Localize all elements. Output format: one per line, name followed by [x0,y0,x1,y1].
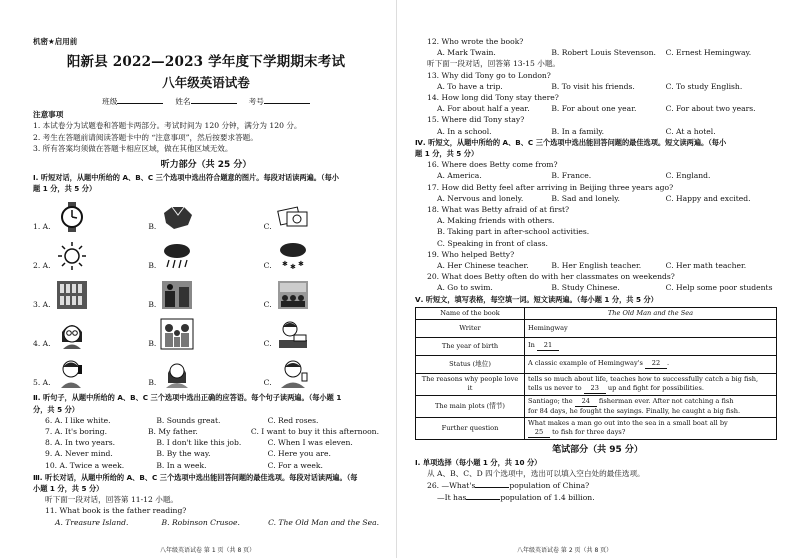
table-header-value: The Old Man and the Sea [525,307,777,319]
further-value [525,417,777,439]
class-field[interactable] [117,95,163,104]
birth-value [525,337,777,355]
q11-c: C. The Old Man and the Sea. [268,517,380,527]
q26-line-2 [415,491,780,503]
q18-question: 18. What was Betty afraid of at first? [427,205,570,215]
name-field-label: 姓名 [175,97,191,106]
q18-b: B. Taking part in after-school activities. [437,227,590,237]
table-row [416,373,777,395]
q18-c: C. Speaking in front of class. [437,238,548,248]
class-field-label: 班级 [102,97,118,106]
q7-b: B. My father. [147,427,198,437]
q26-reply-end: population of 1.4 billion. [500,493,595,503]
q12-options [415,47,780,58]
plots-line-1: fisherman ever. After not catching a fish [598,396,734,405]
plots-label: The main plots (情节) [416,395,525,417]
q8-b: B. I don't like this job. [156,438,242,448]
q2-option-b: B. [148,261,157,271]
q14-question: 14. How long did Tony stay there? [427,93,559,103]
q12-question: 12. Who wrote the book? [427,37,524,46]
id-field[interactable] [264,95,310,104]
table-row [416,355,777,373]
svg-text:✱: ✱ [297,260,304,269]
q15-b: B. In a family. [551,126,605,136]
q11-a: A. Treasure Island. [55,517,129,527]
q7-a: 7. A. It's boring. [45,427,108,437]
writer-value: Hemingway [525,319,777,337]
part2-title: Ⅱ. 听句子，从题中所给的 A、B、C 三个选项中选出正确的应答语。每个句子读两遍。（每小题 1 [33,393,342,403]
part5-title: Ⅴ. 听短文，填写表格，每空填一词。短文读两遍。（每小题 1 分，共 5 分） [415,294,658,304]
rain-cloud-icon [160,240,194,272]
q12-c: C. Ernest Hemingway. [665,48,752,58]
q4-option-c: C. [263,339,272,349]
q19-options [415,260,780,271]
q9-a: 9. A. Never mind. [45,449,113,459]
id-field-label: 考号 [248,97,264,106]
listening-title: 听力部分（共 25 分） [160,160,252,171]
secret-label: 机密★启用前 [33,37,78,46]
reasons-end: up and fight for possibilities. [607,383,704,392]
notice-2: 2. 考生在答题前请阅读答题卡中的 “注意事项”，然后按要求答题。 [33,132,258,142]
q9-c: C. Here you are. [267,449,331,459]
part1-title: Ⅰ. 听短对话，从题中所给的 A、B、C 三个选项中选出符合题意的图片。每段对话读两遍。（每小 [33,173,339,183]
birth-label: The year of birth [416,337,525,355]
q16-a: A. America. [437,171,482,181]
q2-label: 2. A. [33,261,51,271]
q12-a: A. Mark Twain. [437,48,496,58]
q3-label: 3. A. [33,300,51,310]
further-label: Further question [416,417,525,439]
q14-b: B. For about one year. [551,104,637,114]
q10-a: 10. A. Twice a week. [45,460,125,470]
reasons-prefix: tells us never to [528,383,582,392]
q4-label: 4. A. [33,339,51,349]
q4-option-b: B. [148,339,157,349]
part2-title-2: 分，共 5 分） [33,404,79,414]
q17-b: B. Sad and lonely. [551,193,620,203]
blank-25[interactable]: 25 [528,428,550,438]
q5-option-b: B. [148,378,157,388]
q20-b: B. Study Chinese. [551,283,620,293]
q1-option-b: B. [148,222,157,232]
q12-b: B. Robert Louis Stevenson. [551,48,656,58]
q11-b: B. Robinson Crusoe. [161,517,240,527]
writer-label: Writer [416,319,525,337]
further-end: to fish for three days? [552,427,626,436]
svg-text:✱: ✱ [281,260,288,269]
written-part1-note: 从 A、B、C、D 四个选项中，选出可以填入空白处的最佳选项。 [427,469,645,479]
q16-c: C. England. [665,171,711,181]
jacket-icon [160,201,194,233]
q19-c: C. Her math teacher. [665,261,747,271]
blank-23[interactable]: 23 [584,384,606,394]
written-title: 笔试部分（共 95 分） [552,444,643,455]
q5-label: 5. A. [33,378,51,388]
further-line-1: What makes a man go out into the sea in a small boat all by [528,418,728,427]
q20-a: A. Go to swim. [437,283,493,293]
birth-prefix: In [528,341,535,350]
q13-question: 13. Why did Tony go to London? [427,70,551,80]
snow-cloud-icon [276,240,310,272]
boy-studying-icon [276,318,310,350]
book-info-table [415,307,777,440]
picture-row-5 [33,352,379,389]
picture-questions [33,196,379,389]
table-row [416,337,777,355]
q26-blank-1[interactable] [475,479,509,488]
table-row [416,417,777,439]
q20-options [415,282,780,293]
svg-text:✱: ✱ [289,263,296,272]
notice-3: 3. 所有答案均须做在答题卡相应区域，做在其他区域无效。 [33,143,233,153]
left-footer: 八年级英语试卷 第 1 页（共 8 页） [160,547,256,554]
q8-c: C. When I was eleven. [267,438,353,448]
q11-question: 11. What book is the father reading? [45,506,187,516]
q16-b: B. France. [551,171,592,181]
reasons-value [525,373,777,395]
q1-option-c: C. [263,222,272,232]
plots-line-2: for 84 days, he fought the sayings. Finally, he caught a big fish. [528,406,741,415]
sun-icon [55,240,89,272]
part4-title-2: 题 1 分，共 5 分） [415,149,479,159]
table-row [416,395,777,417]
library-icon [55,279,89,311]
picture-row-4 [33,313,379,350]
family-icon [160,318,194,350]
written-part1-title: Ⅰ. 单项选择（每小题 1 分，共 10 分） [415,457,542,467]
q26-reply-prefix: —It has [437,493,467,503]
reasons-line-1: tells so much about life, teaches how to successfully catch a big fish, [528,374,759,383]
q26-blank-2[interactable] [466,491,500,500]
q20-c: C. Help some poor students [665,283,773,293]
boy-thumbs-up-icon [276,357,310,389]
factory-icon [160,279,194,311]
q19-a: A. Her Chinese teacher. [437,261,529,271]
q17-options [415,193,780,204]
exam-subtitle: 八年级英语试卷 [162,75,250,90]
tickets-icon [276,201,310,233]
plots-prefix: Santiago; the [528,396,573,405]
q14-c: C. For about two years. [665,104,756,114]
watch-icon [55,201,89,233]
q16-question: 16. Where does Betty come from? [427,160,558,170]
right-footer: 八年级英语试卷 第 2 页（共 8 页） [517,547,613,554]
note-13-15: 听下面一段对话，回答第 13-15 小题。 [427,59,561,69]
q6-a: 6. A. I like white. [45,415,111,425]
q5-option-c: C. [263,378,272,388]
right-page [397,0,794,558]
q7-c: C. I want to buy it this afternoon. [250,427,379,437]
q6-b: B. Sounds great. [156,415,221,425]
q8-row [45,437,379,448]
exam-title: 阳新县 2022—2023 学年度下学期期末考试 [66,54,346,70]
girl-glasses-icon [55,318,89,350]
q6-c: C. Red roses. [267,415,319,425]
part3-title: Ⅲ. 听长对话，从题中所给的 A、B、C 三个选项中选出能回答问题的最佳选项。每段对话读两遍。（每 [33,472,358,482]
q13-a: A. To have a trip. [437,81,503,91]
q17-question: 17. How did Betty feel after arriving in Beijing three years ago? [427,182,674,192]
status-text: A classic example of Hemingway's [528,359,643,368]
notice-title: 注意事项 [33,110,64,120]
status-end: . [666,359,670,368]
q13-options [415,81,780,92]
q17-c: C. Happy and excited. [665,193,751,203]
blank-21[interactable]: 21 [537,341,559,351]
q1-label: 1. A. [33,222,51,232]
part1-title-2: 题 1 分，共 5 分） [33,184,97,194]
q16-options [415,170,780,181]
part3-note: 听下面一段对话，回答第 11-12 小题。 [45,495,179,505]
q17-a: A. Nervous and lonely. [437,193,524,203]
picture-row-2 [33,235,379,272]
q13-c: C. To study English. [665,81,743,91]
q2-option-c: C. [263,261,272,271]
q20-question: 20. What does Betty often do with her classmates on weekends? [427,272,675,282]
classroom-icon [276,279,310,311]
q7-row [45,426,379,437]
q14-options [415,103,780,114]
q9-b: B. By the way. [156,449,211,459]
blank-24[interactable]: 24 [575,397,597,407]
q8-a: 8. A. In two years. [45,438,116,448]
status-label: Status (地位) [416,355,525,373]
q3-option-b: B. [148,300,157,310]
q6-row [45,415,379,426]
q14-a: A. For about half a year. [437,104,530,114]
q10-c: C. For a week. [267,460,323,470]
notice-1: 1. 本试卷分为试题卷和答题卡两部分。考试时间为 120 分钟，满分为 120 分。 [33,121,302,131]
q3-option-c: C. [263,300,272,310]
table-row [416,319,777,337]
blank-22[interactable]: 22 [645,359,667,369]
q18-a: A. Making friends with others. [437,216,555,226]
q26-prefix: 26. —What's [427,481,476,491]
table-row [416,307,777,319]
q15-c: C. At a hotel. [665,126,716,136]
student-info-fields [33,95,379,107]
part2-questions [33,415,379,471]
picture-row-3 [33,274,379,311]
woman-icon [160,357,194,389]
q13-b: B. To visit his friends. [551,81,635,91]
reasons-label: The reasons why people love it [416,373,525,395]
name-field[interactable] [191,95,237,104]
q10-row [45,460,379,471]
q9-row [45,448,379,459]
q26-end: population of China? [509,481,590,491]
q19-b: B. Her English teacher. [551,261,642,271]
part3-title-2: 小题 1 分，共 5 分） [33,484,104,494]
table-header-label: Name of the book [416,307,525,319]
q26-line-1 [415,479,780,491]
q11-options [33,517,379,528]
plots-value [525,395,777,417]
boy-phone-icon [55,357,89,389]
status-value [525,355,777,373]
q15-options [415,126,780,137]
q15-a: A. In a school. [437,126,492,136]
part4-title: Ⅳ. 听短文，从题中所给的 A、B、C 三个选项中选出能回答问题的最佳选项。短文读两遍。（每小 [415,137,727,147]
q10-b: B. In a week. [156,460,207,470]
picture-row-1 [33,196,379,233]
q19-question: 19. Who helped Betty? [427,249,515,259]
q15-question: 15. Where did Tony stay? [427,115,525,125]
